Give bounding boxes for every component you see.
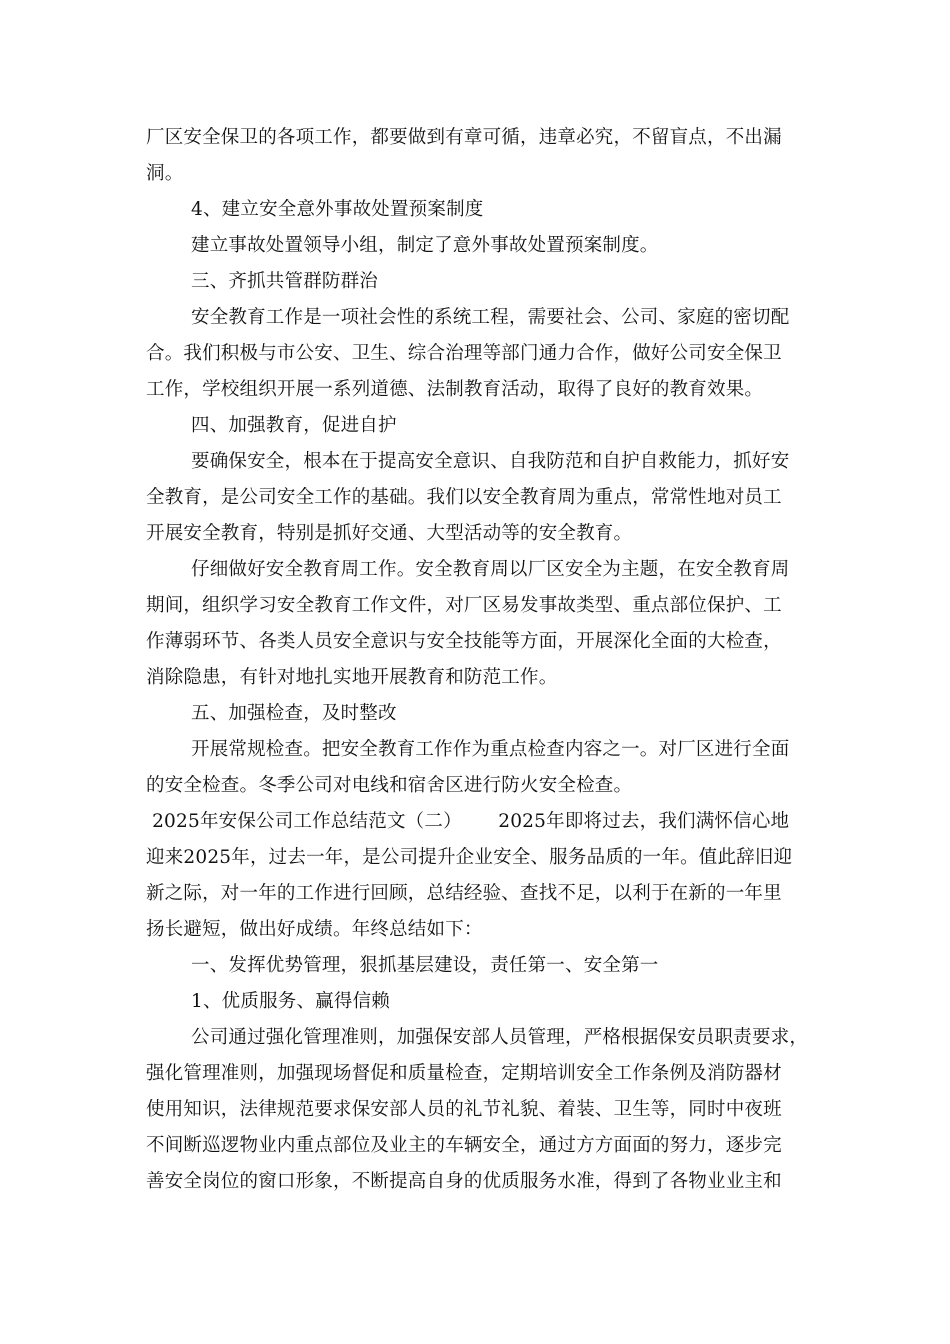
text-line: 洞。 bbox=[146, 163, 184, 184]
text-line: 建立事故处置领导小组，制定了意外事故处置预案制度。 bbox=[191, 235, 659, 256]
section-heading: 1、优质服务、赢得信赖 bbox=[191, 991, 390, 1012]
text-line: 扬长避短，做出好成绩。年终总结如下： bbox=[146, 919, 483, 940]
text-line: 消除隐患，有针对地扎实地开展教育和防范工作。 bbox=[146, 667, 558, 688]
text-line: 不间断巡逻物业内重点部位及业主的车辆安全，通过方方面面的努力，逐步完 bbox=[146, 1135, 782, 1156]
text-line: 厂区安全保卫的各项工作，都要做到有章可循，违章必究，不留盲点，不出漏 bbox=[146, 127, 782, 148]
text-line: 强化管理准则，加强现场督促和质量检查，定期培训安全工作条例及消防器材 bbox=[146, 1063, 782, 1084]
text-line: 合。我们积极与市公安、卫生、综合治理等部门通力合作，做好公司安全保卫 bbox=[146, 343, 782, 364]
text-line: 全教育，是公司安全工作的基础。我们以安全教育周为重点，常常性地对员工 bbox=[146, 487, 782, 508]
text-line: 开展安全教育，特别是抓好交通、大型活动等的安全教育。 bbox=[146, 523, 633, 544]
text-line: 善安全岗位的窗口形象，不断提高自身的优质服务水准，得到了各物业业主和 bbox=[146, 1171, 782, 1192]
text-line: 工作，学校组织开展一系列道德、法制教育活动，取得了良好的教育效果。 bbox=[146, 379, 764, 400]
section-heading: 4、建立安全意外事故处置预案制度 bbox=[191, 199, 484, 220]
section-heading: 五、加强检查，及时整改 bbox=[191, 703, 397, 724]
text-line: 使用知识，法律规范要求保安部人员的礼节礼貌、着装、卫生等，同时中夜班 bbox=[146, 1099, 782, 1120]
text-line: 开展常规检查。把安全教育工作作为重点检查内容之一。对厂区进行全面 bbox=[191, 739, 790, 760]
text-line: 迎来2025年，过去一年，是公司提升企业安全、服务品质的一年。值此辞旧迎 bbox=[146, 847, 793, 868]
text-line: 期间，组织学习安全教育工作文件，对厂区易发事故类型、重点部位保护、工 bbox=[146, 595, 782, 616]
section-heading: 三、齐抓共管群防群治 bbox=[191, 271, 379, 292]
text-line: 2025年安保公司工作总结范文（二） 2025年即将过去，我们满怀信心地 bbox=[146, 811, 790, 832]
text-line: 公司通过强化管理准则，加强保安部人员管理，严格根据保安员职责要求， bbox=[191, 1027, 809, 1048]
text-line: 的安全检查。冬季公司对电线和宿舍区进行防火安全检查。 bbox=[146, 775, 633, 796]
section-heading: 四、加强教育，促进自护 bbox=[191, 415, 397, 436]
text-line: 新之际，对一年的工作进行回顾，总结经验、查找不足，以利于在新的一年里 bbox=[146, 883, 782, 904]
text-line: 作薄弱环节、各类人员安全意识与安全技能等方面，开展深化全面的大检查， bbox=[146, 631, 782, 652]
section-heading: 一、发挥优势管理，狠抓基层建设，责任第一、安全第一 bbox=[191, 955, 659, 976]
text-line: 仔细做好安全教育周工作。安全教育周以厂区安全为主题，在安全教育周 bbox=[191, 559, 790, 580]
text-line: 要确保安全，根本在于提高安全意识、自我防范和自护自救能力，抓好安 bbox=[191, 451, 790, 472]
text-line: 安全教育工作是一项社会性的系统工程，需要社会、公司、家庭的密切配 bbox=[191, 307, 790, 328]
